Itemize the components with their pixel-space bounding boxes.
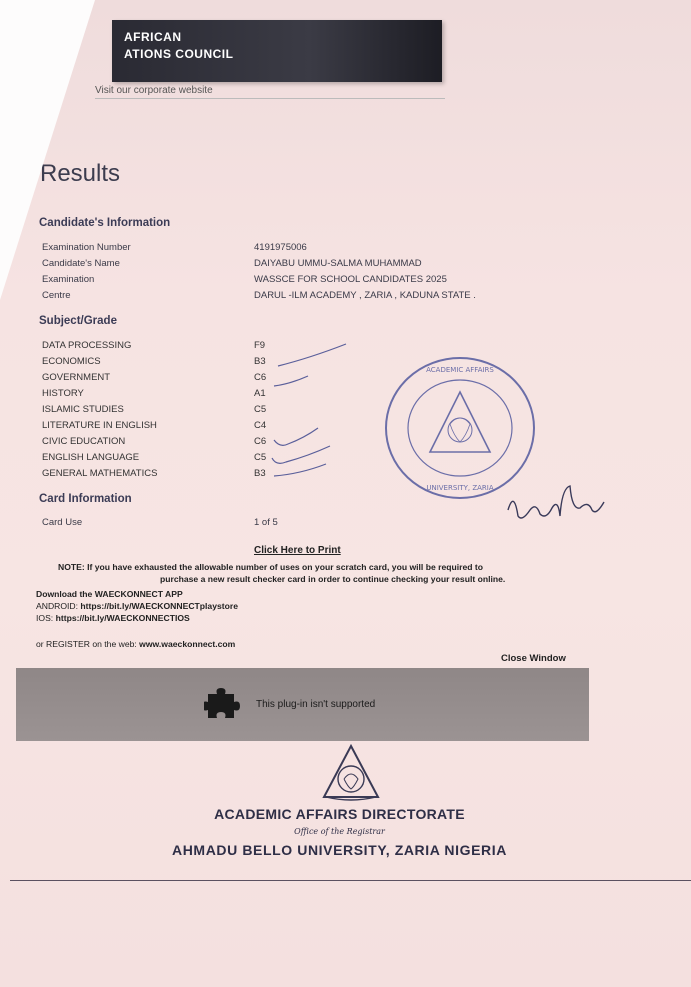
note-line-2: purchase a new result checker card in order to continue checking your result online. <box>160 574 506 584</box>
svg-text:UNIVERSITY, ZARIA: UNIVERSITY, ZARIA <box>426 484 494 492</box>
puzzle-piece-icon <box>204 684 240 720</box>
subject-grade: C5 <box>254 452 267 463</box>
note-prefix: NOTE: <box>58 562 85 572</box>
subject-name: HISTORY <box>42 388 84 399</box>
field-value: WASSCE FOR SCHOOL CANDIDATES 2025 <box>254 274 447 285</box>
card-use-value: 1 of 5 <box>254 517 278 528</box>
app-download-title: Download the WAECKONNECT APP <box>36 589 183 599</box>
candidate-heading: Candidate's Information <box>39 217 171 229</box>
android-label: ANDROID: <box>36 601 79 611</box>
handwritten-tick-marks <box>260 340 370 490</box>
registrar-office: Office of the Registrar <box>294 827 385 836</box>
register-label: or REGISTER on the web: <box>36 639 137 649</box>
subject-grade: A1 <box>254 388 266 399</box>
header-divider <box>95 98 445 99</box>
ios-line <box>36 613 190 623</box>
subject-name: GOVERNMENT <box>42 372 111 383</box>
card-use-label: Card Use <box>42 517 83 528</box>
scratch-card-note <box>58 561 588 585</box>
subject-grade: B3 <box>254 356 266 367</box>
field-label: Centre <box>42 290 71 301</box>
directorate-name: ACADEMIC AFFAIRS DIRECTORATE <box>214 806 465 822</box>
footer-divider <box>10 880 691 881</box>
close-window-button[interactable]: Close Window <box>501 653 566 664</box>
field-value: 4191975006 <box>254 242 307 253</box>
field-label: Examination Number <box>42 242 131 253</box>
android-line <box>36 601 238 611</box>
card-heading: Card Information <box>39 493 132 505</box>
plugin-unsupported-bar <box>16 668 589 741</box>
ios-link[interactable]: https://bit.ly/WAECKONNECTIOS <box>55 613 190 623</box>
note-line-1: If you have exhausted the allowable number of uses on your scratch card, you will be required to <box>87 562 484 572</box>
subject-name: DATA PROCESSING <box>42 340 132 351</box>
subject-name: ECONOMICS <box>42 356 101 367</box>
page-title: Results <box>40 160 121 187</box>
subject-grade: C5 <box>254 404 267 415</box>
field-label: Candidate's Name <box>42 258 120 269</box>
subject-name: LITERATURE IN ENGLISH <box>42 420 157 431</box>
university-name: AHMADU BELLO UNIVERSITY, ZARIA NIGERIA <box>172 842 507 858</box>
subject-grade: C6 <box>254 436 267 447</box>
ios-label: IOS: <box>36 613 54 623</box>
field-value: DARUL -ILM ACADEMY , ZARIA , KADUNA STATE . <box>254 290 476 301</box>
subject-grade: F9 <box>254 340 266 351</box>
android-link[interactable]: https://bit.ly/WAECKONNECTplaystore <box>80 601 238 611</box>
subject-name: CIVIC EDUCATION <box>42 436 126 447</box>
print-link[interactable]: Click Here to Print <box>254 545 341 556</box>
subject-grade: B3 <box>254 468 266 479</box>
waec-banner <box>112 20 442 82</box>
field-value: DAIYABU UMMU-SALMA MUHAMMAD <box>254 258 422 269</box>
subject-grade: C4 <box>254 420 267 431</box>
register-link[interactable]: www.waeckonnect.com <box>139 639 236 649</box>
svg-text:ACADEMIC AFFAIRS: ACADEMIC AFFAIRS <box>426 366 494 374</box>
subject-name: GENERAL MATHEMATICS <box>42 468 158 479</box>
plugin-message: This plug-in isn't supported <box>256 699 376 710</box>
subject-name: ENGLISH LANGUAGE <box>42 452 140 463</box>
register-line <box>36 639 235 649</box>
subject-grade: C6 <box>254 372 267 383</box>
subject-name: ISLAMIC STUDIES <box>42 404 124 415</box>
corporate-website-link[interactable]: Visit our corporate website <box>95 85 213 96</box>
registrar-signature <box>500 480 610 530</box>
abu-logo <box>320 743 382 801</box>
field-label: Examination <box>42 274 95 285</box>
banner-line-1: AFRICAN <box>124 30 182 44</box>
subjects-heading: Subject/Grade <box>39 315 117 327</box>
banner-line-2: ATIONS COUNCIL <box>124 47 234 61</box>
